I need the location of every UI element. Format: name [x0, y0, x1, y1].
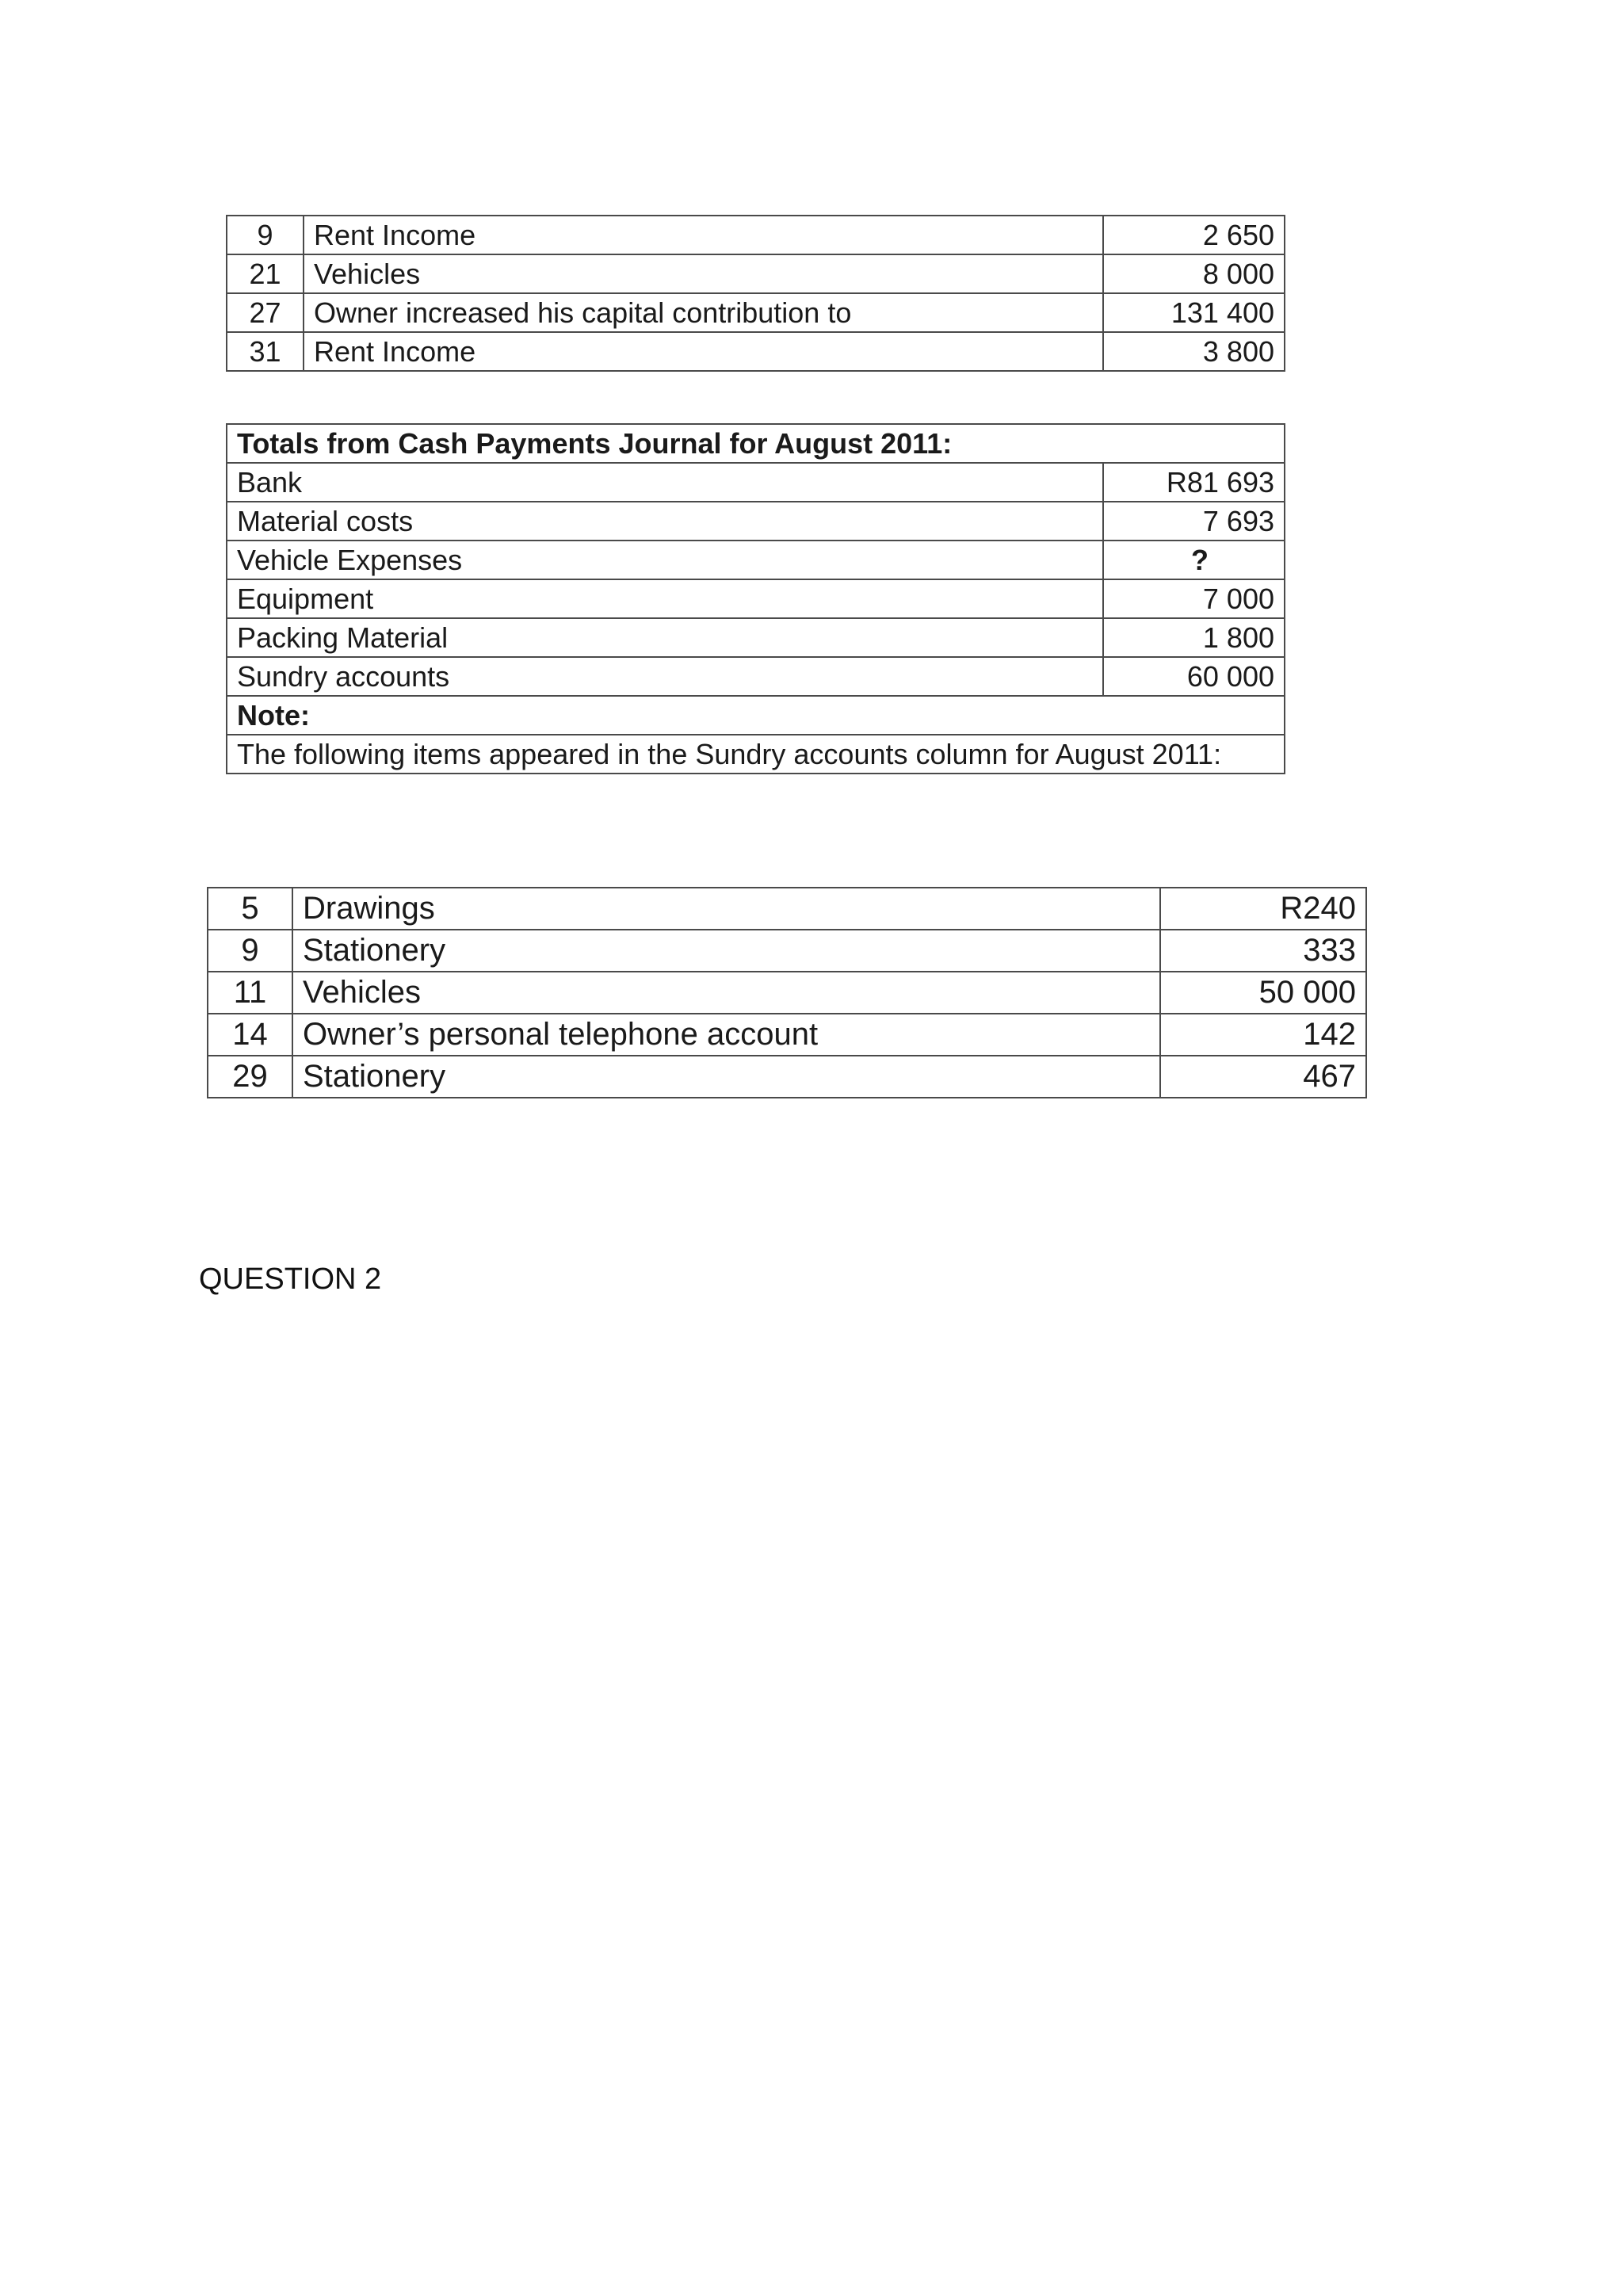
receipts-table [226, 215, 1285, 372]
day-cell: 5 [208, 888, 292, 930]
table-row [208, 1014, 1366, 1056]
note-label-row [227, 696, 1285, 735]
amount-cell: R240 [1160, 888, 1366, 930]
label-cell: Equipment [227, 579, 1103, 618]
table-row [227, 579, 1285, 618]
unknown-amount-cell: ? [1103, 541, 1285, 579]
label-cell: Packing Material [227, 618, 1103, 657]
label-cell: Sundry accounts [227, 657, 1103, 696]
description-cell: Stationery [292, 1056, 1160, 1098]
note-text: The following items appeared in the Sundry accounts column for August 2011: [227, 735, 1285, 774]
day-cell: 9 [227, 216, 304, 254]
description-cell: Vehicles [304, 254, 1103, 293]
amount-cell: 131 400 [1103, 293, 1285, 332]
note-label: Note: [227, 696, 1285, 735]
amount-cell: 333 [1160, 930, 1366, 972]
payments-totals-table [226, 423, 1285, 774]
amount-cell: 7 693 [1103, 502, 1285, 541]
sundry-items-table [207, 887, 1367, 1098]
description-cell: Stationery [292, 930, 1160, 972]
day-cell: 29 [208, 1056, 292, 1098]
table-row [208, 1056, 1366, 1098]
table-row [208, 972, 1366, 1014]
description-cell: Owner increased his capital contribution to [304, 293, 1103, 332]
amount-cell: 8 000 [1103, 254, 1285, 293]
amount-cell: 467 [1160, 1056, 1366, 1098]
description-cell: Owner’s personal telephone account [292, 1014, 1160, 1056]
amount-cell: 1 800 [1103, 618, 1285, 657]
day-cell: 11 [208, 972, 292, 1014]
note-text-row [227, 735, 1285, 774]
description-cell: Drawings [292, 888, 1160, 930]
amount-cell: 3 800 [1103, 332, 1285, 371]
amount-cell: 142 [1160, 1014, 1366, 1056]
table-row [227, 657, 1285, 696]
table-row [208, 930, 1366, 972]
day-cell: 9 [208, 930, 292, 972]
amount-cell: 2 650 [1103, 216, 1285, 254]
day-cell: 31 [227, 332, 304, 371]
table-row [227, 502, 1285, 541]
table-row [227, 618, 1285, 657]
label-cell: Bank [227, 463, 1103, 502]
label-cell: Material costs [227, 502, 1103, 541]
table-row [227, 463, 1285, 502]
table-heading-row [227, 424, 1285, 463]
day-cell: 14 [208, 1014, 292, 1056]
label-cell: Vehicle Expenses [227, 541, 1103, 579]
description-cell: Vehicles [292, 972, 1160, 1014]
description-cell: Rent Income [304, 332, 1103, 371]
amount-cell: 60 000 [1103, 657, 1285, 696]
amount-cell: 50 000 [1160, 972, 1366, 1014]
amount-cell: 7 000 [1103, 579, 1285, 618]
day-cell: 21 [227, 254, 304, 293]
amount-cell: R81 693 [1103, 463, 1285, 502]
table-row [227, 216, 1285, 254]
table-row [227, 254, 1285, 293]
description-cell: Rent Income [304, 216, 1103, 254]
day-cell: 27 [227, 293, 304, 332]
table-row [227, 541, 1285, 579]
table-row [227, 293, 1285, 332]
question-heading: QUESTION 2 [199, 1263, 382, 1296]
table-row [227, 332, 1285, 371]
table-row [208, 888, 1366, 930]
payments-heading: Totals from Cash Payments Journal for August 2011: [227, 424, 1285, 463]
